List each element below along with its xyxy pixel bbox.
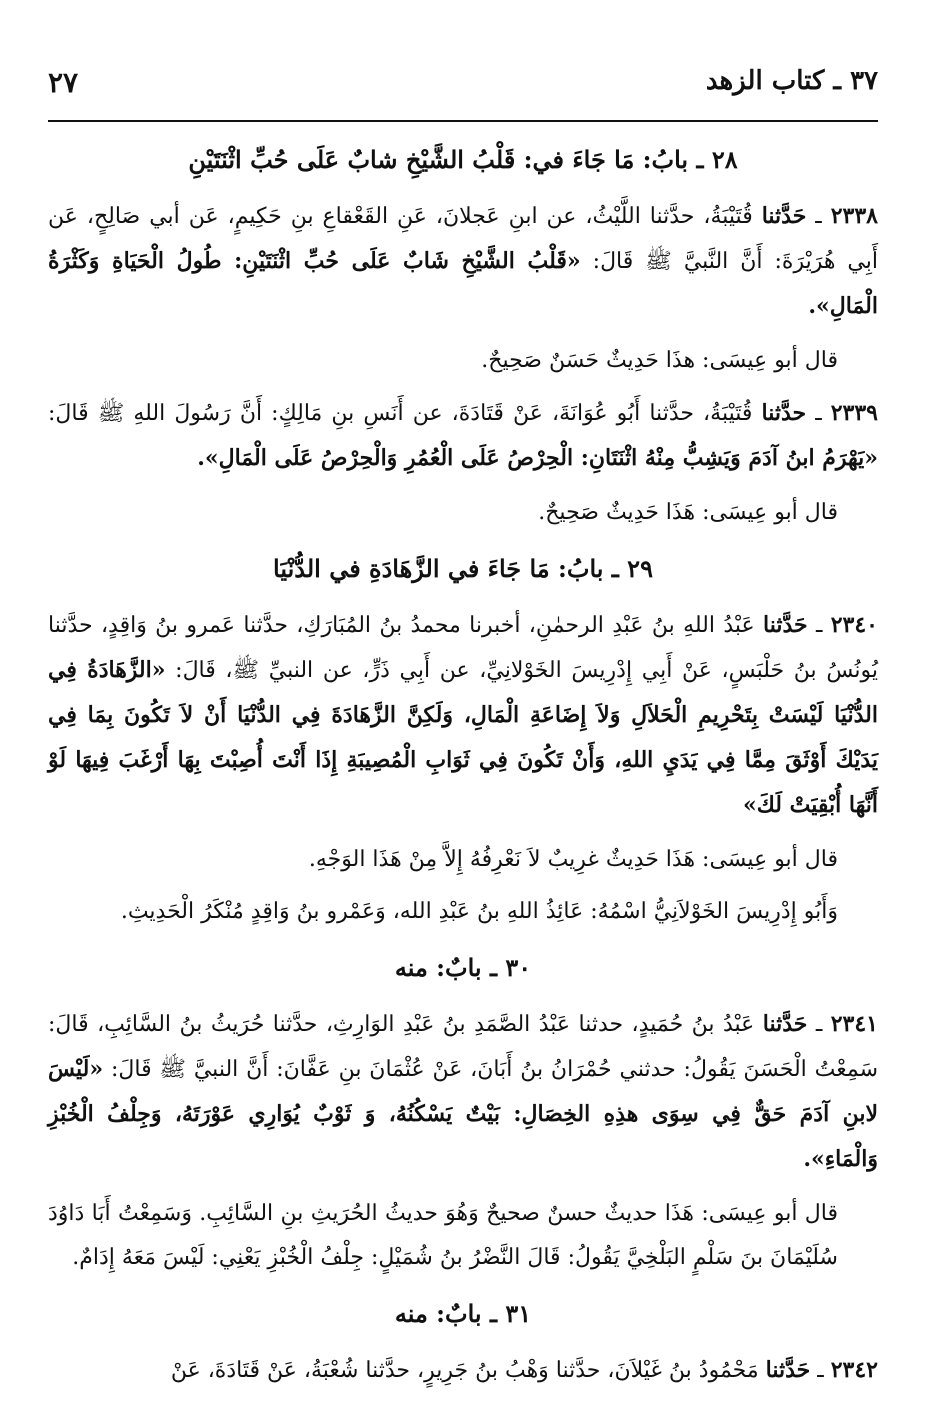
comment: وَأَبُو إِدْرِيسَ الخَوْلاَنِيُّ اسْمُهُ: عَائِذُ اللهِ بنُ عَبْدِ الله، وَعَمْرو بنُ وَاقِدٍ مُنْكَرُ الْحَدِيثِ. <box>120 899 838 924</box>
isnad: قُتَيْبَةُ، حدَّثنا اللَّيْثُ، عن ابنِ عَجلانَ، عَنِ القَعْقاعِ بنِ حَكِيمٍ، عَن أبي صَالِحٍ، عَن أَبِي هُرَيْرَةَ: أَنَّ النَّبيَّ ﷺ قَالَ: <box>48 204 879 274</box>
comment: قال أبو عِيسَى: هذَا حَدِيثٌ حَسَنٌ صَحِيحٌ. <box>481 348 838 373</box>
matn: «الزَّهَادَةُ فِي الدُّنْيَا لَيْسَتْ بِتَحْرِيمِ الْحَلاَلِ وَلاَ إِضَاعَةِ الْمَالِ، وَلَكِنَّ الزَّهَادَةَ فِي الدُّنْيَا أَنْ لاَ تَكُونَ بِمَا فِي يَدَيْكَ أَوْثَقَ مِمَّا فِي يَدَيِ اللهِ، وَأَنْ تَكُونَ فِي ثَوَابِ الْمُصِيبَةِ إِذَا أَنْتَ أُصِبْتَ بِهَا أَرْغَبَ فِيهَا لَوْ أَنَّهَا أُبْقِيَتْ لَكَ» <box>48 657 879 818</box>
hadith-2339: ٢٣٣٩ ـ حدَّثنا قُتَيْبَةُ، حدَّثنا أَبُو عُوَانَةَ، عَنْ قَتَادَةَ، عن أَنَسِ بنِ مَالِكٍ: أَنَّ رَسُولَ اللهِ ﷺ قَالَ: «يَهْرَمُ ابنُ آدَمَ وَيَشِبُّ مِنْهُ اثْنَتَانِ: الْحِرْصُ عَلَى الْعُمُرِ وَالْحِرْصُ عَلَى الْمَالِ». <box>48 400 878 471</box>
hadith-number: ٢٣٣٩ <box>830 400 878 426</box>
page <box>48 60 878 1403</box>
header-rule <box>48 120 878 122</box>
hadith-number: ٢٣٤٠ <box>830 612 878 638</box>
haddathana: حَدَّثنا <box>765 1357 811 1383</box>
haddathana: حَدَّثنا <box>761 203 807 229</box>
isnad: عَبْدُ بنُ حُمَيدٍ، حدثنا عَبْدُ الصَّمَدِ بنُ عَبْدِ الوَارِثِ، حدَّثنا حُرَيثُ بنُ السَّائِبِ، قَالَ: سَمِعْتُ الْحَسَنَ يَقُولُ: حدثني حُمْرَانُ بنُ أَبَانَ، عَنْ عُثْمَانَ بنِ عَفَّانَ: أَنَّ النبيَّ ﷺ قَالَ: <box>48 1012 879 1082</box>
chapter-heading-28: ٢٨ ـ بابُ: مَا جَاءَ في: قَلْبُ الشَّيْخِ شابٌ عَلَى حُبِّ اثْنَتَيْنِ <box>188 145 738 174</box>
haddathana: حَدَّثنا <box>762 1011 808 1037</box>
chapter-heading-31: ٣١ ـ بابٌ: منه <box>394 1299 532 1328</box>
hadith-2340: ٢٣٤٠ ـ حَدَّثنا عَبْدُ اللهِ بنُ عَبْدِ الرحمٰنِ، أخبرنا محمدُ بنُ المُبَارَكِ، حدَّثنا عَمرو بنُ وَاقِدٍ، حدَّثنا يُونُسُ بنُ حَلْبَسٍ، عَنْ أَبِي إِدْرِيسَ الخَوْلانِيِّ، عن أَبِي ذَرٍّ، عن النبيِّ ﷺ، قَالَ: «الزَّهَادَةُ فِي الدُّنْيَا لَيْسَتْ بِتَحْرِيمِ الْحَلاَلِ وَلاَ إِضَاعَةِ الْمَالِ، وَلَكِنَّ الزَّهَادَةَ فِي الدُّنْيَا أَنْ لاَ تَكُونَ بِمَا فِي يَدَيْكَ أَوْثَقَ مِمَّا فِي يَدَيِ اللهِ، وَأَنْ تَكُونَ فِي ثَوَابِ الْمُصِيبَةِ إِذَا أَنْتَ أُصِبْتَ بِهَا أَرْغَبَ فِيهَا لَوْ أَنَّهَا أُبْقِيَتْ لَكَ» <box>48 612 879 818</box>
comment: قال أبو عِيسَى: هَذَا حَدِيثٌ صَحِيحٌ. <box>538 500 838 525</box>
isnad: عَبْدُ اللهِ بنُ عَبْدِ الرحمٰنِ، أخبرنا محمدُ بنُ المُبَارَكِ، حدَّثنا عَمرو بنُ وَاقِدٍ، حدَّثنا يُونُسُ بنُ حَلْبَسٍ، عَنْ أَبِي إِدْرِيسَ الخَوْلانِيِّ، عن أَبِي ذَرٍّ، عن النبيِّ ﷺ، قَالَ: <box>48 613 878 683</box>
hadith-2338: ٢٣٣٨ ـ حَدَّثنا قُتَيْبَةُ، حدَّثنا اللَّيْثُ، عن ابنِ عَجلانَ، عَنِ القَعْقاعِ بنِ حَكِيمٍ، عَن أبي صَالِحٍ، عَن أَبِي هُرَيْرَةَ: أَنَّ النَّبيَّ ﷺ قَالَ: «قَلْبُ الشَّيْخِ شَابٌ عَلَى حُبِّ اثْنَتَيْنِ: طُولُ الْحَيَاةِ وَكَثْرَةُ الْمَالِ». <box>48 203 879 319</box>
matn: «قَلْبُ الشَّيْخِ شَابٌ عَلَى حُبِّ اثْنَتَيْنِ: طُولُ الْحَيَاةِ وَكَثْرَةُ الْمَالِ». <box>48 248 878 319</box>
comment: قال أبو عِيسَى: هَذَا حَدِيثٌ غرِيبٌ لاَ نَعْرِفُهُ إِلاَّ مِنْ هَذَا الوَجْهِ. <box>308 847 838 872</box>
isnad: قُتَيْبَةُ، حدَّثنا أَبُو عُوَانَةَ، عَنْ قَتَادَةَ، عن أَنَسِ بنِ مَالِكٍ: أَنَّ رَسُولَ اللهِ ﷺ قَالَ: <box>48 401 753 426</box>
haddathana: حدَّثنا <box>761 400 807 426</box>
hadith-number: ٢٣٤١ <box>830 1011 878 1037</box>
book-title: ٣٧ ـ كتاب الزهد <box>705 66 878 96</box>
chapter-heading-30: ٣٠ ـ بابٌ: منه <box>394 953 532 982</box>
hadith-number: ٢٣٤٢ <box>830 1357 878 1383</box>
page-number: ٢٧ <box>48 66 79 99</box>
hadith-2341: ٢٣٤١ ـ حَدَّثنا عَبْدُ بنُ حُمَيدٍ، حدثنا عَبْدُ الصَّمَدِ بنُ عَبْدِ الوَارِثِ، حدَّثنا حُرَيثُ بنُ السَّائِبِ، قَالَ: سَمِعْتُ الْحَسَنَ يَقُولُ: حدثني حُمْرَانُ بنُ أَبَانَ، عَنْ عُثْمَانَ بنِ عَفَّانَ: أَنَّ النبيَّ ﷺ قَالَ: «لَيْسَ لابنِ آدَمَ حَقٌّ فِي سِوَى هذِهِ الخِصَالِ: بَيْتٌ يَسْكُنُهُ، وَ ثَوْبٌ يُوَارِي عَوْرَتَهُ، وَجِلْفُ الْخُبْزِ وَالْمَاءِ». <box>48 1011 879 1172</box>
isnad: مَحْمُودُ بنُ غَيْلاَنَ، حدَّثنا وَهْبُ بنُ جَرِيرٍ، حدَّثنا شُعْبَةُ، عَنْ قَتَادَةَ، عَنْ <box>170 1358 759 1383</box>
haddathana: حَدَّثنا <box>762 612 808 638</box>
matn: «لَيْسَ لابنِ آدَمَ حَقٌّ فِي سِوَى هذِهِ الخِصَالِ: بَيْتٌ يَسْكُنُهُ، وَ ثَوْبٌ يُوَارِي عَوْرَتَهُ، وَجِلْفُ الْخُبْزِ وَالْمَاءِ». <box>48 1056 878 1172</box>
running-header <box>48 60 878 120</box>
hadith-2342: ٢٣٤٢ ـ حَدَّثنا مَحْمُودُ بنُ غَيْلاَنَ، حدَّثنا وَهْبُ بنُ جَرِيرٍ، حدَّثنا شُعْبَةُ، عَنْ قَتَادَةَ، عَنْ <box>170 1357 878 1383</box>
hadith-number: ٢٣٣٨ <box>830 203 878 229</box>
comment: قال أبو عِيسَى: هَذَا حديثٌ حسنٌ صحيحٌ وَهُوَ حديثُ الحُرَيثِ بنِ السَّائِبِ. وَسَمِعْتُ أَبَا دَاوُدَ سُلَيْمَانَ بنَ سَلْمٍ البَلْخِيَّ يَقُولُ: قَالَ النَّضْرُ بنُ شُمَيْلٍ: جِلْفُ الْخُبْزِ يَعْنِي: لَيْسَ مَعَهُ إِدَامٌ. <box>48 1201 838 1270</box>
chapter-heading-29: ٢٩ ـ بابُ: مَا جَاءَ في الزَّهَادَةِ في الدُّنْيَا <box>273 554 653 583</box>
matn: «يَهْرَمُ ابنُ آدَمَ وَيَشِبُّ مِنْهُ اثْنَتَانِ: الْحِرْصُ عَلَى الْعُمُرِ وَالْحِرْصُ عَلَى الْمَالِ». <box>197 445 878 471</box>
